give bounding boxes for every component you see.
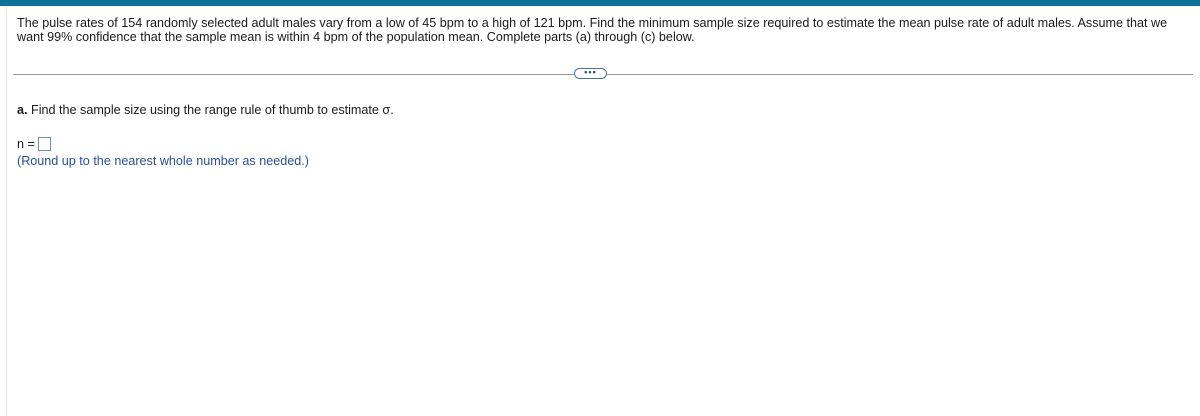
answer-row: [17, 135, 51, 153]
sample-size-answer-input[interactable]: [38, 137, 51, 151]
part-a-prompt: [17, 103, 394, 118]
n-variable-label: n =: [17, 137, 35, 151]
more-options-button[interactable]: [574, 68, 607, 79]
part-a-label: a.: [17, 103, 28, 117]
part-a-instruction: Find the sample size using the range rule of thumb to estimate σ.: [31, 103, 394, 117]
rounding-hint: (Round up to the nearest whole number as needed.): [17, 154, 309, 168]
left-border-line: [6, 6, 7, 416]
top-accent-bar: [0, 0, 1200, 6]
ellipsis-icon: •••: [584, 66, 597, 77]
question-text: The pulse rates of 154 randomly selected adult males vary from a low of 45 bpm to a high of 121 bpm. Find the minimum sample size required to estimate the mean pulse rate of adult males. Assume that we want 99% confidence that the sample mean is within 4 bpm of the population mean. Complete parts (a) through (c) below.: [17, 16, 1168, 44]
